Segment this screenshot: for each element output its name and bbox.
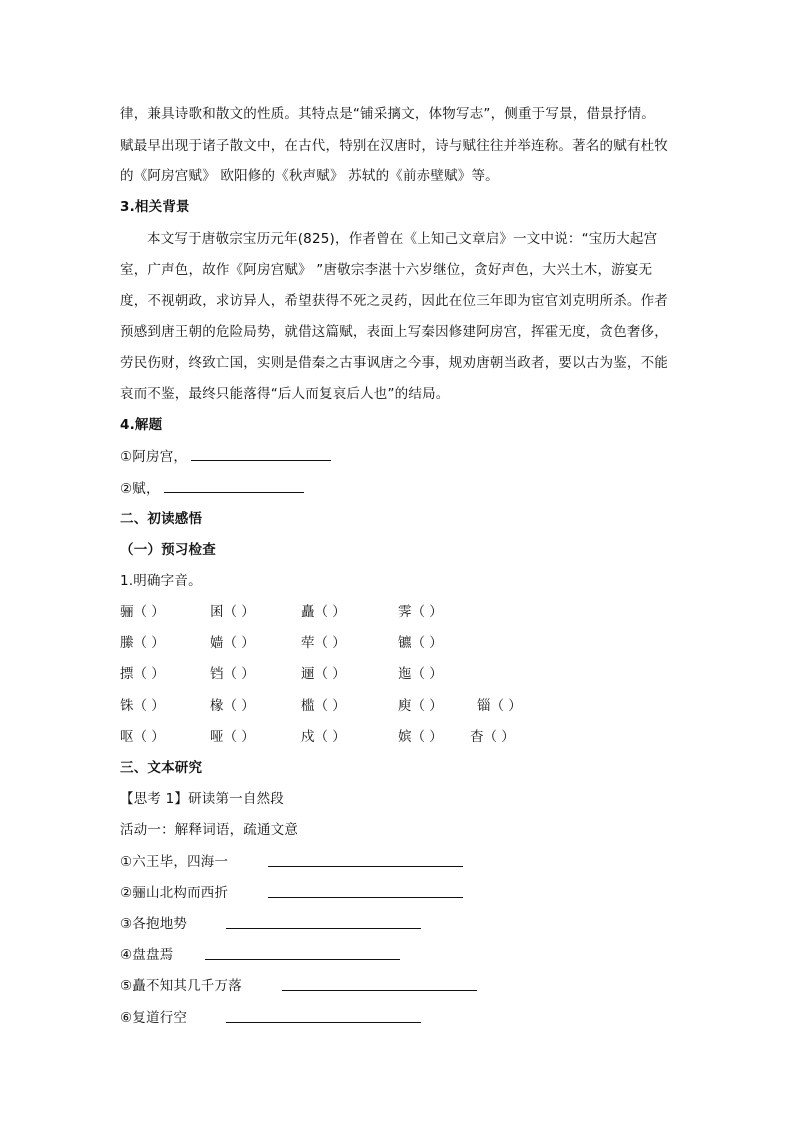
answer-blank[interactable] — [268, 866, 463, 867]
background-line-6: 哀而不鉴，最终只能落得“后人而复哀后人也”的结局。 — [120, 386, 450, 402]
answer-blank[interactable] — [282, 990, 477, 991]
section2-heading: 二、初读感悟 — [120, 511, 203, 527]
section2-subheading: （一）预习检查 — [120, 542, 216, 558]
intro-line-3: 的《阿房宫赋》 欧阳修的《秋声赋》 苏轼的《前赤壁赋》等。 — [120, 168, 499, 184]
pinyin-cell[interactable]: 骊（ ） — [120, 604, 165, 620]
pinyin-cell[interactable]: 囷（ ） — [210, 604, 255, 620]
pinyin-cell[interactable]: 椽（ ） — [210, 698, 255, 714]
answer-blank[interactable] — [226, 1022, 421, 1023]
section3-heading: 三、文本研究 — [120, 760, 203, 776]
answer-blank[interactable] — [226, 928, 421, 929]
background-line-5: 劳民伤财，终致亡国，实则是借秦之古事讽唐之今事，规劝唐朝当政者，要以古为鉴，不能 — [120, 355, 668, 371]
background-heading: 3.相关背景 — [120, 199, 190, 215]
title-explain-item-2-label: ②赋， — [120, 481, 160, 497]
answer-blank[interactable] — [164, 478, 304, 493]
vocab-item: ⑥复道行空 — [120, 1010, 188, 1026]
pinyin-cell[interactable]: 杳（ ） — [470, 729, 515, 745]
vocab-item: ③各抱地势 — [120, 916, 188, 932]
pinyin-cell[interactable]: 槛（ ） — [301, 698, 346, 714]
pinyin-cell[interactable]: 铛（ ） — [210, 666, 255, 682]
title-explain-heading: 4.解题 — [120, 417, 163, 433]
vocab-item: ①六王毕，四海一 — [120, 854, 229, 870]
vocab-item: ④盘盘焉 — [120, 947, 174, 963]
vocab-item: ⑤矗不知其几千万落 — [120, 978, 242, 994]
background-line-3: 度，不视朝政，求访异人，希望获得不死之灵药，因此在位三年即为宦官刘克明所杀。作者 — [120, 293, 668, 309]
pinyin-cell[interactable]: 呕（ ） — [120, 729, 165, 745]
background-line-4: 预感到唐王朝的危险局势，就借这篇赋，表面上写秦因修建阿房宫，挥霍无度，贪色奢侈， — [120, 324, 668, 340]
title-explain-item-1 — [120, 446, 331, 467]
title-explain-item-1-label: ①阿房宫， — [120, 449, 188, 465]
intro-line-2: 赋最早出现于诸子散文中，在古代，特别在汉唐时，诗与赋往往并举连称。著名的赋有杜牧 — [120, 138, 668, 154]
pinyin-cell[interactable]: 霁（ ） — [398, 604, 443, 620]
pinyin-cell[interactable]: 戍（ ） — [301, 729, 346, 745]
intro-line-1: 律，兼具诗歌和散文的性质。其特点是“铺采摛文，体物写志”，侧重于写景，借景抒情。 — [120, 106, 655, 122]
title-explain-item-2 — [120, 478, 304, 499]
vocab-item: ②骊山北构而西折 — [120, 885, 229, 901]
pinyin-cell[interactable]: 摽（ ） — [120, 666, 165, 682]
pinyin-cell[interactable]: 锱（ ） — [477, 698, 522, 714]
pinyin-cell[interactable]: 荦（ ） — [301, 635, 346, 651]
pinyin-cell[interactable]: 庾（ ） — [398, 698, 443, 714]
answer-blank[interactable] — [191, 446, 331, 461]
pinyin-cell[interactable]: 嫔（ ） — [398, 729, 443, 745]
section3-activity: 活动一：解释词语，疏通文意 — [120, 822, 299, 838]
section3-think: 【思考 1】研读第一自然段 — [120, 791, 284, 807]
pinyin-cell[interactable]: 縢（ ） — [120, 635, 165, 651]
pinyin-cell[interactable]: 铢（ ） — [120, 698, 165, 714]
background-line-1: 本文写于唐敬宗宝历元年(825)，作者曾在《上知己文章启》一文中说：“宝历大起宫 — [147, 231, 658, 247]
background-line-2: 室，广声色，故作《阿房宫赋》 ”唐敬宗李湛十六岁继位，贪好声色，大兴土木，游宴无 — [120, 262, 653, 278]
answer-blank[interactable] — [205, 959, 400, 960]
pinyin-cell[interactable]: 逦（ ） — [301, 666, 346, 682]
pinyin-cell[interactable]: 矗（ ） — [301, 604, 346, 620]
section2-task: 1.明确字音。 — [120, 573, 202, 589]
pinyin-cell[interactable]: 哑（ ） — [210, 729, 255, 745]
pinyin-cell[interactable]: 嫱（ ） — [210, 635, 255, 651]
answer-blank[interactable] — [268, 897, 463, 898]
pinyin-cell[interactable]: 迤（ ） — [398, 666, 443, 682]
pinyin-cell[interactable]: 镳（ ） — [398, 635, 443, 651]
